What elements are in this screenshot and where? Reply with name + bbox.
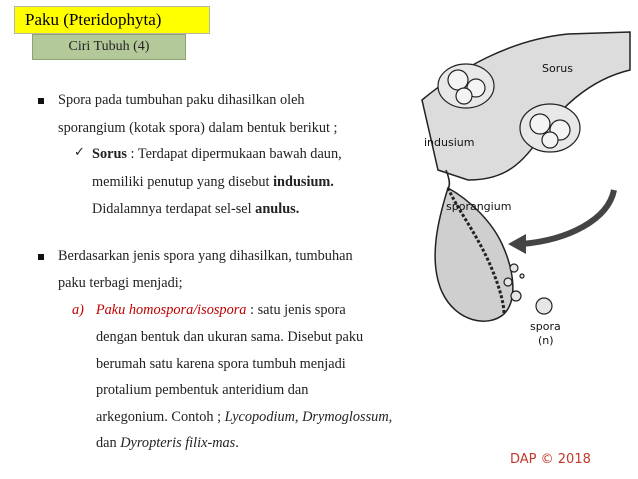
homospora-line-6: [96, 435, 239, 452]
sorus-label: Sorus: [542, 62, 573, 75]
homospora-line-6-end: .: [235, 435, 239, 451]
homospora-marker: a): [72, 302, 84, 318]
sorus-line-1: [92, 146, 342, 163]
sporangium-icon: [435, 170, 513, 321]
paragraph-2-line-2: paku terbagi menjadi;: [58, 275, 183, 291]
arrow-head-icon: [508, 234, 526, 254]
homospora-term: Paku homospora/isospora: [95, 302, 247, 318]
paragraph-2-line-1: Berdasarkan jenis spora yang dihasilkan, tumbuhan: [58, 248, 353, 264]
homospora-line-2: dengan bentuk dan ukuran sama. Disebut paku: [96, 329, 364, 345]
spora-label: spora: [530, 320, 561, 333]
copyright-credit: DAP © 2018: [510, 452, 591, 467]
indusium-term: indusium.: [273, 174, 334, 190]
square-bullet-icon: [38, 254, 44, 260]
sorus-line-2-text: memiliki penutup yang disebut: [92, 174, 274, 190]
sorus-sporangium-illustration: [418, 30, 633, 360]
example-species-1: Lycopodium, Drymoglossum,: [224, 409, 393, 425]
paragraph-1-line-2: sporangium (kotak spora) dalam bentuk berikut ;: [58, 120, 338, 136]
sporangium-label: sporangium: [446, 200, 512, 213]
slide-subtitle: Ciri Tubuh (4): [32, 34, 186, 60]
sorus-line-3-text: Didalamnya terdapat sel-sel: [92, 201, 256, 217]
homospora-line-3: berumah satu karena spora tumbuh menjadi: [96, 356, 346, 372]
square-bullet-icon: [38, 98, 44, 104]
sorus-line-1-text: : Terdapat dipermukaan bawah daun,: [126, 146, 342, 162]
sorus-term: Sorus: [92, 146, 127, 162]
paragraph-1-line-1: Spora pada tumbuhan paku dihasilkan oleh: [58, 92, 305, 108]
arrow-icon: [522, 190, 614, 244]
example-species-2: Dyropteris filix-mas: [120, 435, 236, 451]
slide-title: Paku (Pteridophyta): [14, 6, 210, 34]
anulus-term: anulus.: [255, 201, 300, 217]
haploid-label: (n): [538, 334, 554, 347]
indusium-label: indusium: [424, 136, 475, 149]
sorus-line-2: [92, 174, 334, 191]
homospora-line-5: [96, 409, 392, 426]
homospora-line-6-text: dan: [96, 435, 121, 451]
homospora-line-4: protalium pembentuk anteridium dan: [96, 382, 309, 398]
checkmark-icon: ✓: [74, 145, 85, 160]
homospora-line-5-text: arkegonium. Contoh ;: [96, 409, 225, 425]
sorus-line-3: [92, 201, 299, 218]
homospora-line-1: [72, 302, 346, 319]
homospora-line-1-text: : satu jenis spora: [246, 302, 346, 318]
